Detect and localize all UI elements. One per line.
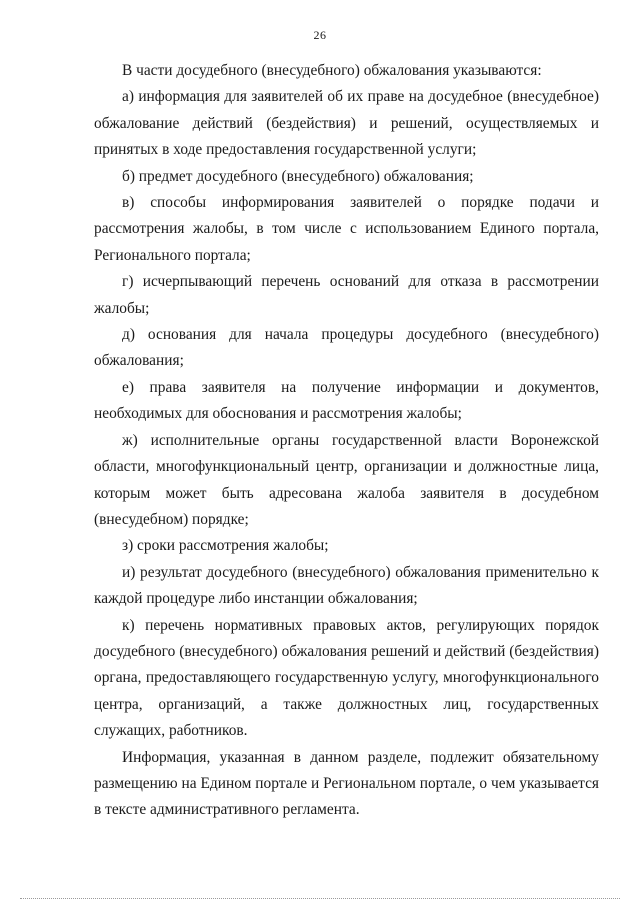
page-bottom-edge (20, 896, 620, 899)
list-item-k: к) перечень нормативных правовых актов, регулирующих порядок досудебного (внесудебного) обжалования решений и действий (бездействия) органа, предоставляющего государственную услугу, многофункционального центра, организаций, а также должностных лиц, государственных служащих, работников. (94, 616, 599, 740)
list-item-zh: ж) исполнительные органы государственной власти Воронежской области, многофункциональный центр, организации и должностные лица, которым может быть адресована жалоба заявителя в досудебном (внесудебном) порядке; (94, 431, 599, 528)
list-item-v: в) способы информирования заявителей о порядке подачи и рассмотрения жалобы, в том числе с использованием Единого портала, Регионального портала; (94, 194, 599, 264)
list-item-b: б) предмет досудебного (внесудебного) обжалования; (122, 167, 474, 185)
list-item-g: г) исчерпывающий перечень оснований для отказа в рассмотрении жалобы; (94, 273, 599, 317)
list-item-z: з) сроки рассмотрения жалобы; (122, 537, 329, 555)
list-item-i: и) результат досудебного (внесудебного) обжалования применительно к каждой процедуре либо инстанции обжалования; (94, 563, 599, 608)
closing-paragraph: Информация, указанная в данном разделе, подлежит обязательному размещению на Едином портале и Региональном портале, о чем указывается в тексте административного регламента. (94, 748, 599, 819)
list-item-d: д) основания для начала процедуры досудебного (внесудебного) обжалования; (94, 326, 599, 370)
page-number: 26 (313, 28, 327, 42)
list-item-e: е) права заявителя на получение информации и документов, необходимых для обоснования и рассмотрения жалобы; (94, 378, 599, 423)
document-body (94, 58, 599, 824)
intro-paragraph: В части досудебного (внесудебного) обжалования указываются: (122, 62, 542, 79)
list-item-a: а) информация для заявителей об их праве на досудебное (внесудебное) обжалование действий (бездействия) и решений, осуществляемых и принятых в ходе предоставления государственной услуги; (94, 88, 599, 159)
